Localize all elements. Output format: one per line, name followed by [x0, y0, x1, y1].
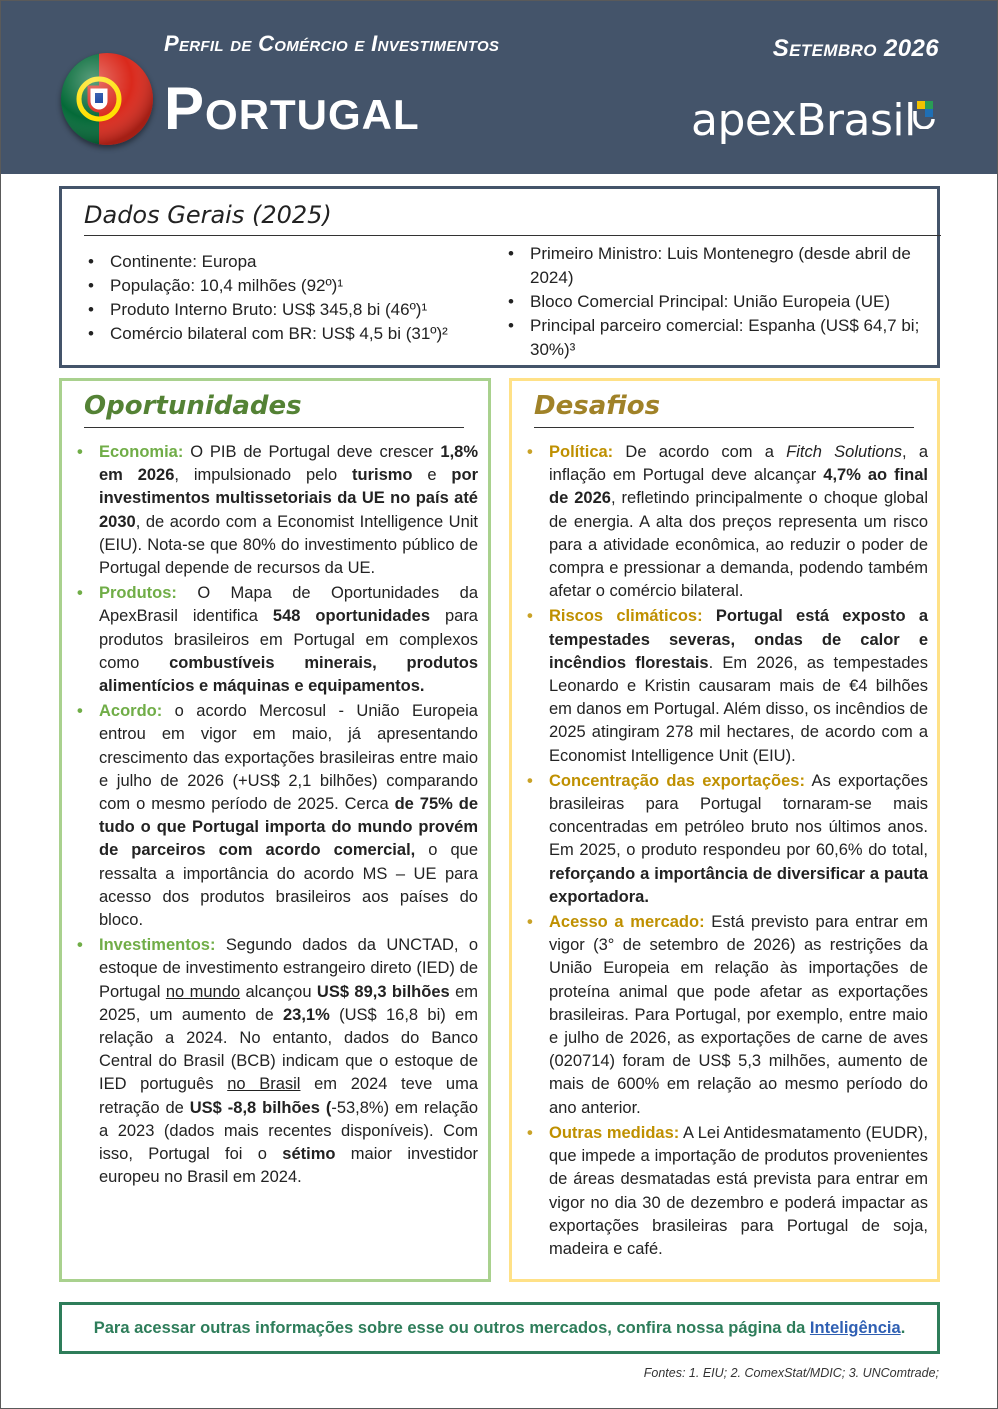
item-label: Acesso a mercado: [549, 913, 705, 932]
intelligence-link[interactable]: Inteligência [809, 1318, 901, 1337]
cta-text-end: . [900, 1318, 906, 1337]
item-emphasis: turismo [352, 466, 413, 485]
country-title: Portugal [164, 75, 420, 142]
item-emphasis: 548 oportunidades [272, 607, 430, 626]
general-data-box [59, 186, 940, 368]
general-data-left-list [86, 250, 486, 346]
item-text: para produtos brasileiros em Portugal em complexos como [99, 607, 478, 672]
item-emphasis: 4,7% ao final de 2026 [549, 466, 928, 508]
item-text: -53,8%) em relação a 2023 (dados mais recentes disponíveis). Com isso, Portugal foi o [99, 1098, 478, 1164]
item-emphasis: 1,8% em 2026 [99, 443, 478, 485]
item-text: o que ressalta a importância do acordo MS – UE para acesso dos produtos brasileiros aos países do bloco. [99, 841, 478, 930]
general-data-right-list [506, 242, 926, 362]
list-item: • Principal parceiro comercial: Espanha (US$ 64,7 bi; 30%)³ [506, 314, 926, 362]
list-item: • Continente: Europa [86, 250, 486, 274]
item-text: alcançou [240, 982, 317, 1001]
challenges-box [509, 378, 940, 1282]
opportunity-investments [74, 934, 478, 1189]
item-underline: no mundo [165, 982, 241, 1001]
item-label: Economia: [99, 443, 184, 461]
item-label: Outras medidas: [549, 1123, 680, 1142]
item-underline: no Brasil [227, 1075, 301, 1094]
challenge-other-measures [524, 1122, 928, 1261]
opportunity-products [74, 582, 478, 698]
item-label: Produtos: [99, 584, 177, 603]
item-label: Riscos climáticos: [549, 607, 703, 626]
challenge-concentration [524, 770, 928, 909]
item-text: A Lei Antidesmatamento (EUDR), que impede a importação de produtos provenientes de áreas desmatadas está prevista para entrar em vigor no dia 30 de dezembro e poderá impactar as exportações brasileiras para Portugal de soja, madeira e café. [549, 1123, 928, 1258]
item-emphasis: sétimo [282, 1145, 336, 1164]
portugal-flag-icon [61, 53, 153, 145]
item-emphasis: Portugal está exposto a tempestades severas, ondas de calor e incêndios florestais [549, 607, 929, 672]
item-label: Política: [549, 443, 614, 461]
list-item: • Comércio bilateral com BR: US$ 4,5 bi (31º)² [86, 322, 486, 346]
item-text: maior investidor europeu no Brasil em 2024. [99, 1145, 478, 1187]
item-text: em 2025, um aumento de [99, 982, 478, 1024]
item-text: e [412, 466, 452, 485]
item-text: Está previsto para entrar em vigor (3° de setembro de 2026) as restrições da União Europeia em relação às importações de proteína animal que pode afetar as exportações brasileiras. Para Portugal, por exemplo, entre maio e julho de 2026, as exportações de carne de aves (020714) foram de US$ 5,3 milhões, aumento de mais de 600% em relação ao mesmo período do ano anterior. [549, 913, 929, 1117]
item-text: O PIB de Portugal deve crescer [183, 443, 441, 461]
item-text: De acordo com a [613, 443, 787, 461]
item-text: , de acordo com a Economist Intelligence Unit (EIU). Nota-se que 80% do investimento público de Portugal depende de recursos da UE. [99, 512, 478, 578]
list-item: • Primeiro Ministro: Luis Montenegro (desde abril de 2024) [506, 242, 926, 290]
opportunities-title: Oportunidades [84, 391, 302, 421]
item-emphasis: combustíveis minerais, produtos alimentícios e máquinas e equipamentos. [99, 653, 479, 696]
item-text: O Mapa de Oportunidades da ApexBrasil identifica [99, 584, 478, 626]
challenge-politics [524, 441, 928, 603]
item-text: , impulsionado pelo [174, 466, 352, 485]
logo-mark-icon [913, 101, 937, 129]
item-label: Acordo: [99, 702, 163, 721]
divider [534, 427, 914, 428]
general-data-title: Dados Gerais (2025) [84, 201, 332, 229]
challenge-climate [524, 605, 928, 767]
item-text: As exportações brasileiras para Portugal tornaram-se mais concentradas em petróleo bruto nos últimos anos. Em 2025, o produto respondeu por 60,6% do total, [549, 771, 928, 860]
challenge-market-access [524, 911, 928, 1120]
header-banner [1, 1, 997, 174]
report-date: Setembro 2026 [772, 35, 939, 62]
opportunities-list [74, 441, 478, 1192]
item-emphasis: US$ 89,3 bilhões [316, 982, 450, 1001]
challenges-list [524, 441, 928, 1263]
divider [84, 427, 464, 428]
cta-text-body: Para acessar outras informações sobre esse ou outros mercados, confira nossa página da [93, 1318, 810, 1337]
opportunities-box [59, 378, 491, 1282]
list-item: • População: 10,4 milhões (92º)¹ [86, 274, 486, 298]
item-label: Investimentos: [99, 936, 216, 955]
item-italic: Fitch Solutions [786, 443, 903, 461]
item-emphasis: US$ -8,8 bilhões ( [189, 1098, 332, 1117]
logo-text: apexBrasil [691, 95, 916, 146]
item-emphasis: de 75% de tudo o que Portugal importa do mundo provém de parceiros com acordo comercial, [99, 795, 478, 860]
sources-note: Fontes: 1. EIU; 2. ComexStat/MDIC; 3. UNComtrade; [643, 1366, 939, 1380]
opportunity-economy [74, 441, 478, 580]
item-text: , a inflação em Portugal deve alcançar [549, 443, 929, 485]
list-item: • Produto Interno Bruto: US$ 345,8 bi (46º)¹ [86, 298, 486, 322]
apexbrasil-logo [691, 95, 951, 159]
opportunity-agreement [74, 700, 478, 932]
item-text: (US$ 16,8 bi) em relação a 2024. No entanto, dados do Banco Central do Brasil (BCB) indicam que o estoque de IED português [99, 1005, 478, 1094]
list-item: • Bloco Comercial Principal: União Europeia (UE) [506, 290, 926, 314]
divider [84, 235, 941, 236]
item-label: Concentração das exportações: [549, 771, 805, 790]
item-text: , refletindo principalmente o choque global de energia. A alta dos preços representa um risco para a atividade econômica, ao reduzir o poder de compra e pressionar a demanda, podendo também afetar o comércio bilateral. [549, 489, 928, 601]
item-text [703, 607, 716, 625]
item-emphasis: 23,1% [283, 1005, 330, 1024]
item-text: em 2024 teve uma retração de [99, 1075, 478, 1117]
report-kicker: Perfil de Comércio e Investimentos [164, 31, 500, 56]
item-text: . Em 2026, as tempestades Leonardo e Kristin causaram mais de €4 bilhões em danos em Portugal. Além disso, os incêndios de 2025 atingiram 278 mil hectares, de acordo com a Economist Intelligence Unit (EIU). [549, 653, 928, 765]
item-text: Segundo dados da UNCTAD, o estoque de investimento estrangeiro direto (IED) de Portugal [99, 936, 478, 1001]
item-emphasis: reforçando a importância de diversificar a pauta exportadora. [549, 864, 928, 906]
cta-text [94, 1319, 906, 1338]
item-text: o acordo Mercosul - União Europeia entrou em vigor em maio, já apresentando crescimento das exportações brasileiras entre maio e julho de 2026 (+US$ 2,1 bilhões) comparando com o mesmo período de 2025. Cerca [99, 702, 478, 814]
challenges-title: Desafios [534, 391, 661, 421]
item-emphasis: por investimentos multissetoriais da UE no país até 2030 [99, 466, 478, 531]
item-text [99, 702, 478, 929]
intelligence-cta-box [59, 1302, 940, 1354]
